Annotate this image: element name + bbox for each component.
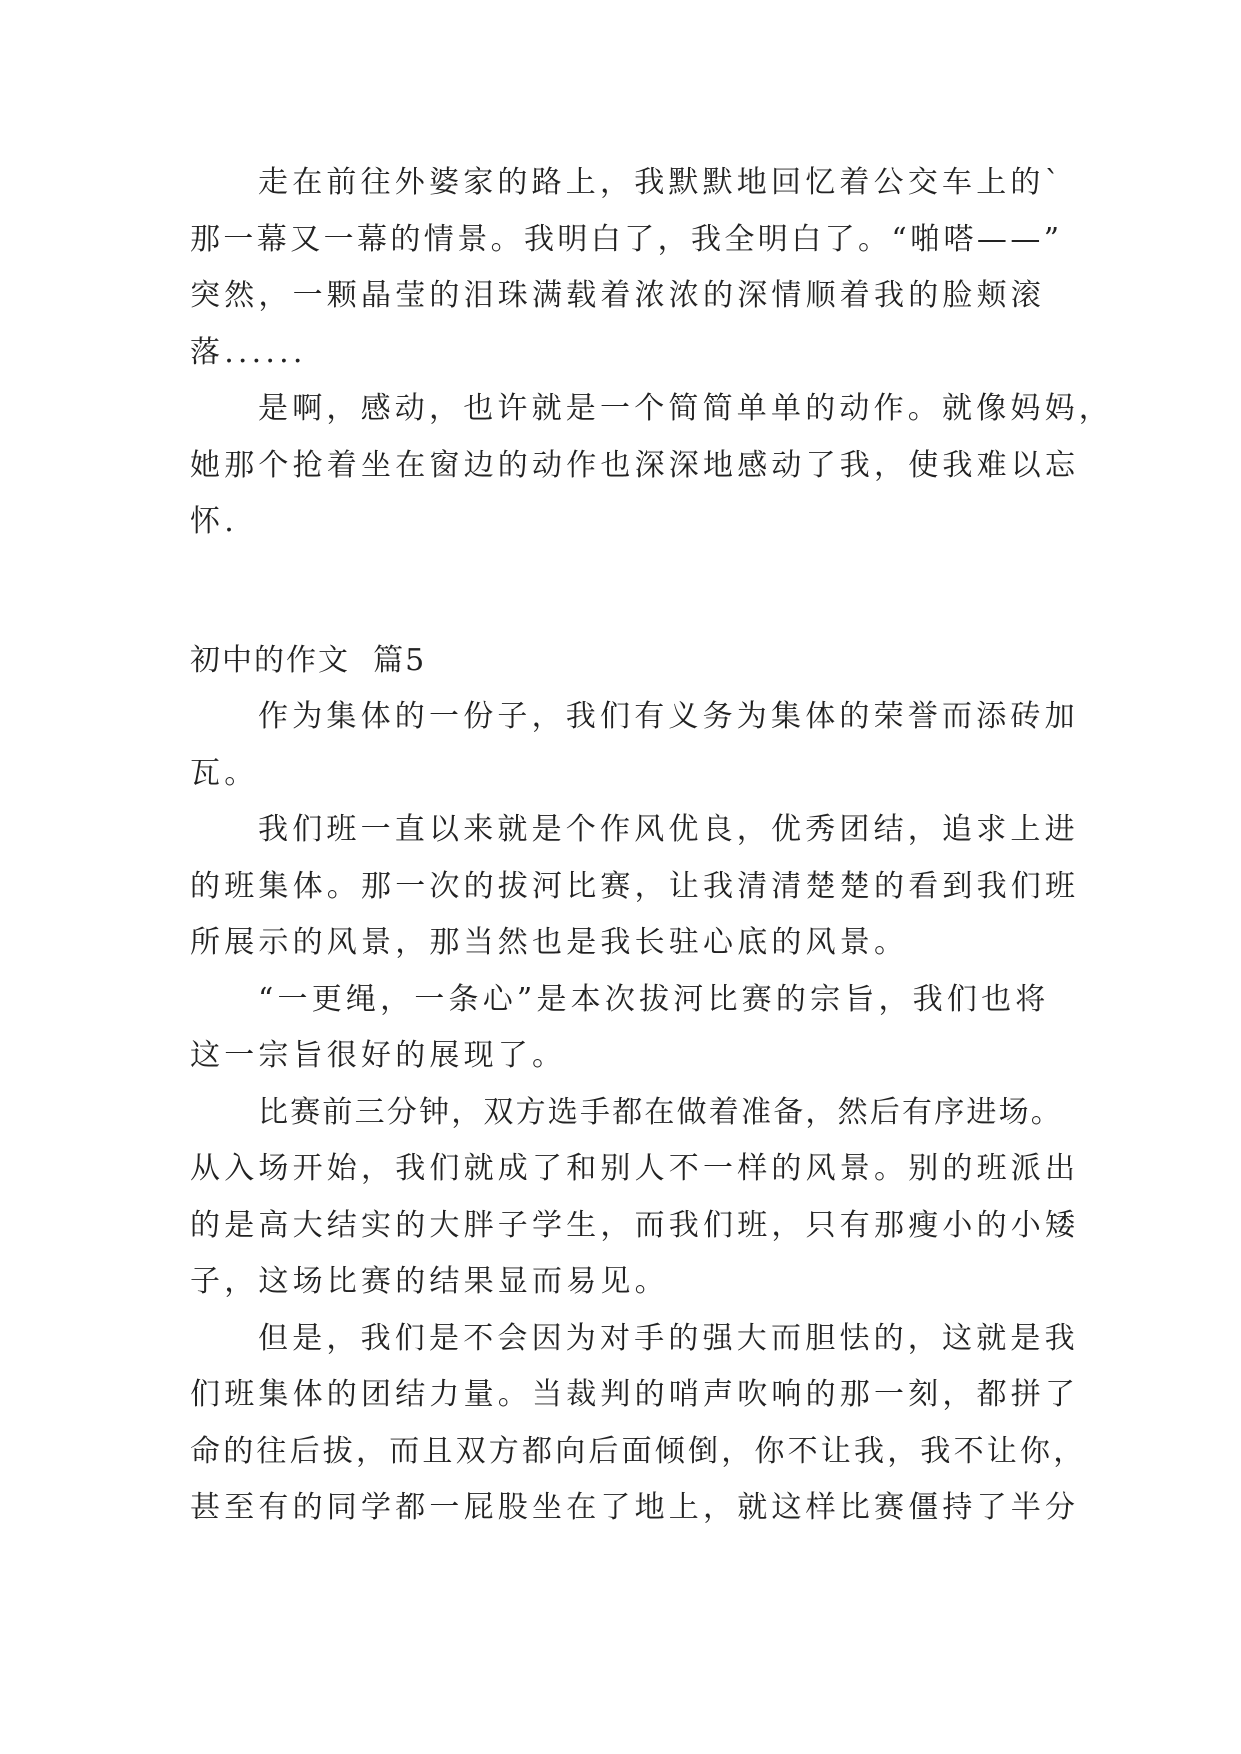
paragraph bbox=[190, 155, 1064, 381]
text-line: 这一宗旨很好的展现了。 bbox=[190, 1038, 567, 1073]
text-line: 命的往后拔，而且双方都向后面倾倒，你不让我，我不让你， bbox=[190, 1433, 1087, 1469]
text-line: 从入场开始，我们就成了和别人不一样的风景。别的班派出 bbox=[190, 1151, 1080, 1186]
text-line: 落...... bbox=[190, 334, 307, 370]
text-line: 比赛前三分钟，双方选手都在做着准备，然后有序进场。 bbox=[258, 1094, 1063, 1130]
document-page bbox=[190, 155, 1113, 1537]
text-line: “一更绳，一条心”是本次拔河比赛的宗旨，我们也将 bbox=[258, 981, 1050, 1017]
text-line: 她那个抢着坐在窗边的动作也深深地感动了我，使我难以忘 bbox=[190, 447, 1080, 483]
text-line: 怀. bbox=[190, 504, 238, 539]
text-line: 突然，一颗晶莹的泪珠满载着浓浓的深情顺着我的脸颊滚 bbox=[190, 278, 1045, 313]
text-line: 是啊，感动，也许就是一个简简单单的动作。就像妈妈， bbox=[258, 391, 1113, 426]
text-line: 走在前往外婆家的路上，我默默地回忆着公交车上的` bbox=[258, 165, 1064, 200]
paragraph bbox=[190, 802, 1080, 972]
paragraph bbox=[190, 1311, 1087, 1537]
paragraph bbox=[190, 689, 1079, 802]
text-line: 但是，我们是不会因为对手的强大而胆怯的，这就是我 bbox=[258, 1320, 1079, 1356]
paragraph bbox=[190, 972, 1060, 1085]
text-line: 那一幕又一幕的情景。我明白了，我全明白了。“啪嗒——” bbox=[190, 221, 1063, 257]
text-line: 的是高大结实的大胖子学生，而我们班，只有那瘦小的小矮 bbox=[190, 1207, 1080, 1243]
text-line: 我们班一直以来就是个作风优良，优秀团结，追求上进 bbox=[258, 812, 1079, 847]
paragraph-moved-conclusion bbox=[190, 381, 1113, 551]
paragraph bbox=[190, 381, 1113, 551]
text-line: 甚至有的同学都一屁股坐在了地上，就这样比赛僵持了半分 bbox=[190, 1490, 1080, 1525]
text-line: 作为集体的一份子，我们有义务为集体的荣誉而添砖加 bbox=[258, 699, 1079, 734]
text-line: 们班集体的团结力量。当裁判的哨声吹响的那一刻，都拼了 bbox=[190, 1377, 1080, 1412]
text-line: 所展示的风景，那当然也是我长驻心底的风景。 bbox=[190, 925, 909, 960]
text-line: 瓦。 bbox=[190, 755, 259, 791]
text-line: 子，这场比赛的结果显而易见。 bbox=[190, 1264, 669, 1299]
paragraph-return-journey bbox=[190, 155, 1064, 381]
text-line: 的班集体。那一次的拔河比赛，让我清清楚楚的看到我们班 bbox=[190, 868, 1080, 904]
paragraph bbox=[190, 1085, 1080, 1311]
section-heading: 初中的作文 篇5 bbox=[190, 642, 427, 678]
